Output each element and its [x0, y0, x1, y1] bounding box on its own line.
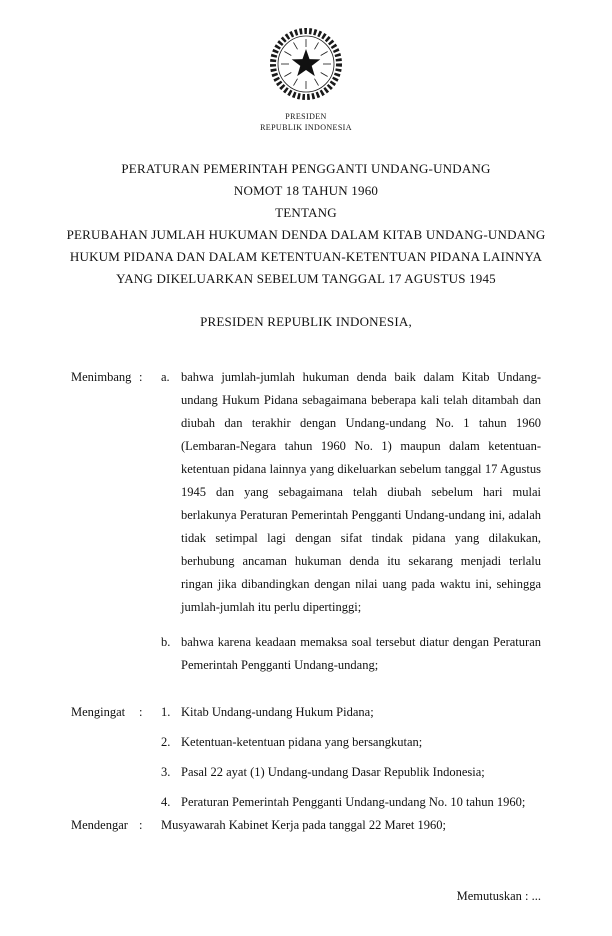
title-line-3: TENTANG — [275, 204, 337, 220]
star-glyph — [292, 49, 321, 76]
mengingat-item-2 — [71, 731, 541, 754]
document-title — [0, 158, 612, 290]
seal-caption — [0, 112, 612, 134]
section-label-mendengar: Mendengar — [71, 817, 128, 832]
colon: : — [139, 704, 143, 719]
menimbang-item-b — [71, 631, 541, 677]
item-marker: 4. — [161, 794, 171, 809]
menimbang-item-a — [71, 366, 541, 619]
title-line-5: HUKUM PIDANA DAN DALAM KETENTUAN-KETENTUAN PIDANA LAINNYA — [69, 248, 543, 264]
item-text: Musyawarah Kabinet Kerja pada tanggal 22 Maret 1960; — [161, 817, 446, 832]
item-text: Ketentuan-ketentuan pidana yang bersangkutan; — [181, 734, 423, 749]
seal-caption-line2: REPUBLIK INDONESIA — [260, 122, 352, 132]
item-marker: b. — [161, 634, 171, 649]
mengingat-item-4 — [71, 791, 541, 814]
seal-caption-line1: PRESIDEN — [285, 112, 327, 121]
section-label-menimbang: Menimbang — [71, 369, 132, 384]
catchword: Memutuskan : ... — [456, 889, 541, 903]
title-line-6: YANG DIKELUARKAN SEBELUM TANGGAL 17 AGUSTUS 1945 — [116, 270, 496, 286]
opening-formula: PRESIDEN REPUBLIK INDONESIA, — [200, 313, 412, 329]
section-label-mengingat: Mengingat — [71, 704, 126, 719]
colon: : — [139, 369, 143, 384]
item-text: bahwa karena keadaan memaksa soal tersebut diatur dengan Peraturan Pemerintah Pengganti Undang-undang; — [181, 634, 541, 672]
item-marker: a. — [161, 369, 170, 384]
item-marker: 2. — [161, 734, 171, 749]
item-text: Peraturan Pemerintah Pengganti Undang-undang No. 10 tahun 1960; — [181, 794, 526, 809]
presidential-seal-icon — [266, 24, 346, 104]
letterhead — [0, 0, 612, 134]
title-line-2: NOMOT 18 TAHUN 1960 — [233, 182, 379, 198]
mengingat-item-1 — [71, 701, 541, 724]
item-text: Kitab Undang-undang Hukum Pidana; — [181, 704, 374, 719]
item-marker: 3. — [161, 764, 171, 779]
item-marker: 1. — [161, 704, 171, 719]
mengingat-item-3 — [71, 761, 541, 784]
title-line-4: PERUBAHAN JUMLAH HUKUMAN DENDA DALAM KITAB UNDANG-UNDANG — [66, 226, 546, 242]
title-line-1: PERATURAN PEMERINTAH PENGGANTI UNDANG-UNDANG — [121, 160, 491, 176]
document-body — [71, 366, 541, 837]
mendengar-row — [71, 814, 541, 837]
item-text: bahwa jumlah-jumlah hukuman denda baik dalam Kitab Undang-undang Hukum Pidana sebagaimana beberapa kali telah ditambah dan diubah dan terakhir dengan Undang-undang No. 1 tahun 1960 (Lembaran-Negara tahun 1960 No. 1) maupun dalam ketentuan-ketentuan pidana lainnya yang dikeluarkan sebelum tanggal 17 Agustus 1945 dan yang sebagaimana telah diubah sebelum hari mulai berlakunya Peraturan Pemerintah Pengganti Undang-undang ini, adalah tidak setimpal lagi dengan sifat tindak pidana yang dilakukan, berhubung ancaman hukuman denda itu sekarang menjadi terlalu ringan jika dibandingkan dengan nilai uang pada waktu ini, sehingga jumlah-jumlah itu perlu dipertinggi; — [181, 369, 541, 614]
item-text: Pasal 22 ayat (1) Undang-undang Dasar Republik Indonesia; — [181, 764, 485, 779]
colon: : — [139, 817, 143, 832]
